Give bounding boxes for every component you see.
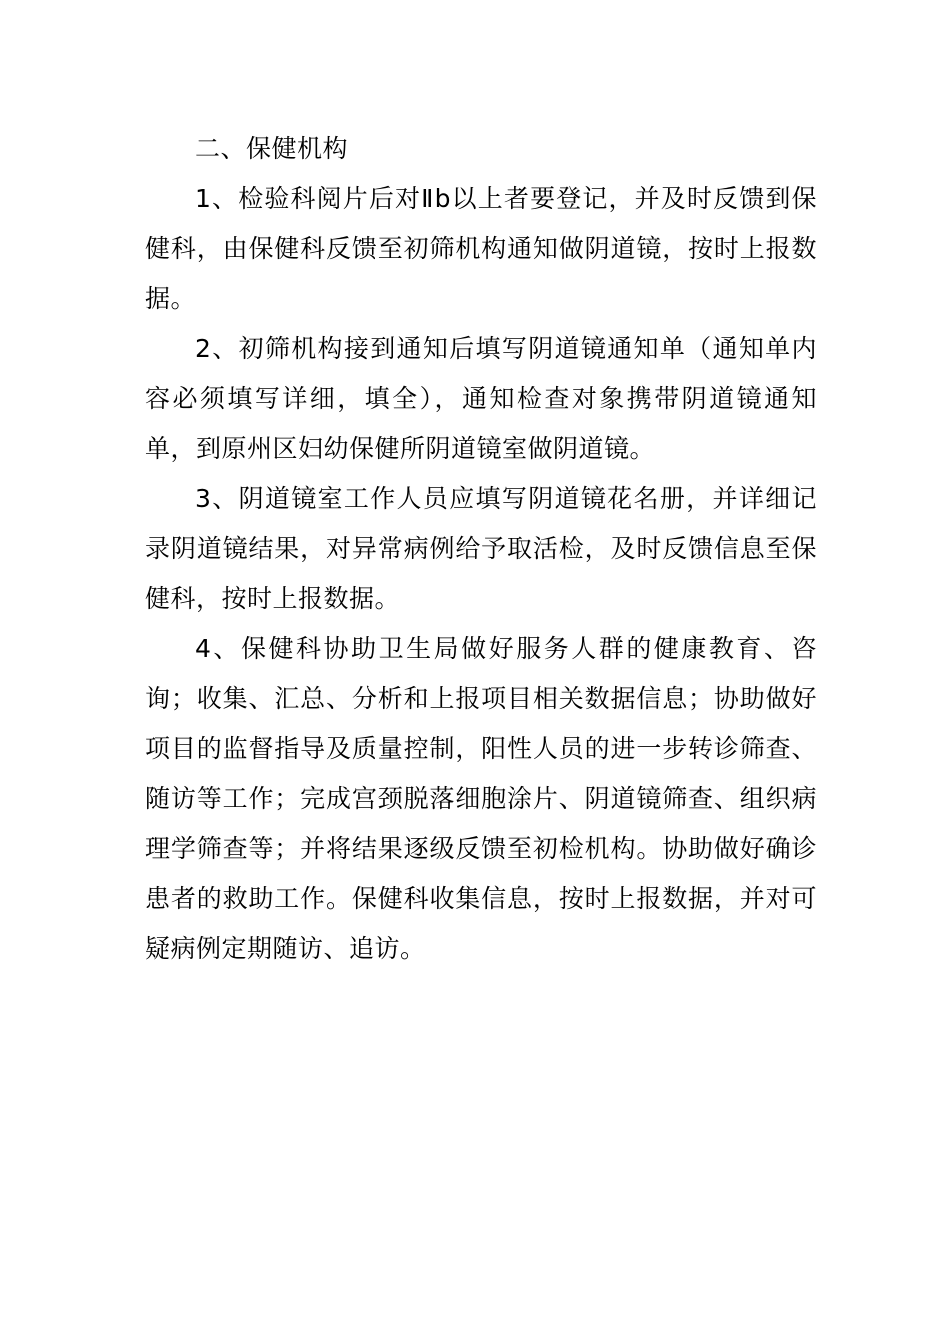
paragraph-3: 3、阴道镜室工作人员应填写阴道镜花名册，并详细记录阴道镜结果，对异常病例给予取活检，及时反馈信息至保健科，按时上报数据。 — [145, 484, 817, 613]
section-heading: 二、保健机构 — [195, 134, 349, 163]
document-body — [145, 124, 817, 974]
paragraph-1: 1、检验科阅片后对Ⅱb以上者要登记，并及时反馈到保健科，由保健科反馈至初筛机构通知做阴道镜，按时上报数据。 — [145, 184, 817, 313]
paragraph-4: 4、保健科协助卫生局做好服务人群的健康教育、咨询；收集、汇总、分析和上报项目相关数据信息；协助做好项目的监督指导及质量控制，阳性人员的进一步转诊筛查、随访等工作；完成宫颈脱落细胞涂片、阴道镜筛查、组织病理学筛查等；并将结果逐级反馈至初检机构。协助做好确诊患者的救助工作。保健科收集信息，按时上报数据，并对可疑病例定期随访、追访。 — [145, 634, 817, 963]
paragraph-2: 2、初筛机构接到通知后填写阴道镜通知单（通知单内容必须填写详细，填全），通知检查对象携带阴道镜通知单，到原州区妇幼保健所阴道镜室做阴道镜。 — [145, 334, 817, 463]
